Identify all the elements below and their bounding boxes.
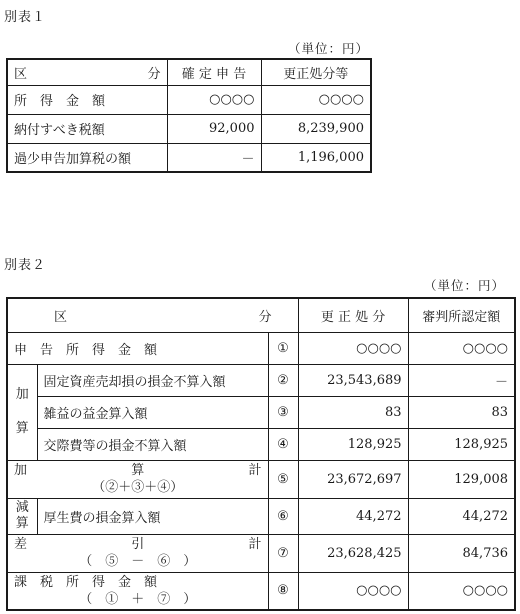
correction-value: 83 [298,396,408,428]
group-label-sub: 減算 [7,498,37,534]
table1-header-ku: 区 [14,66,28,82]
table1-unit: （単位：円） [288,41,370,56]
correction-value: ○○○○ [298,332,408,364]
correction-value: 23,672,697 [298,460,408,498]
tribunal-value: － [408,364,515,396]
row-label: 申 告 所 得 金 額 [7,332,268,364]
table2-header-row [7,298,515,332]
declared-value: ○○○○ [167,85,261,114]
correction-value: 44,272 [298,498,408,534]
table-row [7,332,515,364]
table-row [7,85,371,114]
corrected-value: ○○○○ [261,85,371,114]
table2-unit: （単位：円） [424,278,506,293]
row-number: ③ [268,396,298,428]
row-label: 加 算 計 （②＋③＋④） [7,460,268,498]
table2 [6,297,516,611]
row-number: ⑧ [268,572,298,610]
table2-header-correction: 更 正 処 分 [298,298,408,332]
table1-header-bun: 分 [147,66,161,82]
table1-caption: 別表１ [4,10,47,25]
row-label: 差 引 計 （ ⑤ － ⑥ ） [7,534,268,572]
row-label: 課 税 所 得 金 額 （ ① ＋ ⑦ ） [7,572,268,610]
tribunal-value: ○○○○ [408,572,515,610]
row-label: 納付すべき税額 [7,114,167,143]
declared-value: － [167,143,261,172]
table-row [7,534,515,572]
tribunal-value: 129,008 [408,460,515,498]
table-row [7,364,515,396]
correction-value: ○○○○ [298,572,408,610]
table-row [7,114,371,143]
table2-caption: 別表２ [4,258,47,273]
row-number: ④ [268,428,298,460]
table2-header-tribunal: 審判所認定額 [408,298,515,332]
table-row [7,396,515,428]
tribunal-value: 128,925 [408,428,515,460]
tribunal-value: 44,272 [408,498,515,534]
row-number: ① [268,332,298,364]
table-row [7,572,515,610]
row-label: 厚生費の損金算入額 [37,498,268,534]
correction-value: 23,628,425 [298,534,408,572]
correction-value: 23,543,689 [298,364,408,396]
row-label: 雑益の益金算入額 [37,396,268,428]
corrected-value: 8,239,900 [261,114,371,143]
table-row [7,143,371,172]
table-row [7,428,515,460]
table2-header-ku: 区 [54,309,68,325]
table1-header-declared: 確 定 申 告 [167,59,261,85]
corrected-value: 1,196,000 [261,143,371,172]
row-label: 交際費等の損金不算入額 [37,428,268,460]
tribunal-value: ○○○○ [408,332,515,364]
tribunal-value: 83 [408,396,515,428]
row-number: ⑦ [268,534,298,572]
row-number: ② [268,364,298,396]
correction-value: 128,925 [298,428,408,460]
group-label-add: 加算 [7,364,37,460]
table2-header-bun: 分 [258,309,272,325]
row-label: 所 得 金 額 [7,85,167,114]
table1 [6,58,372,173]
table-row [7,498,515,534]
table1-header-corrected: 更正処分等 [261,59,371,85]
row-number: ⑥ [268,498,298,534]
row-label: 固定資産売却損の損金不算入額 [37,364,268,396]
tribunal-value: 84,736 [408,534,515,572]
row-number: ⑤ [268,460,298,498]
row-label: 過少申告加算税の額 [7,143,167,172]
table1-header-row [7,59,371,85]
table-row [7,460,515,498]
declared-value: 92,000 [167,114,261,143]
